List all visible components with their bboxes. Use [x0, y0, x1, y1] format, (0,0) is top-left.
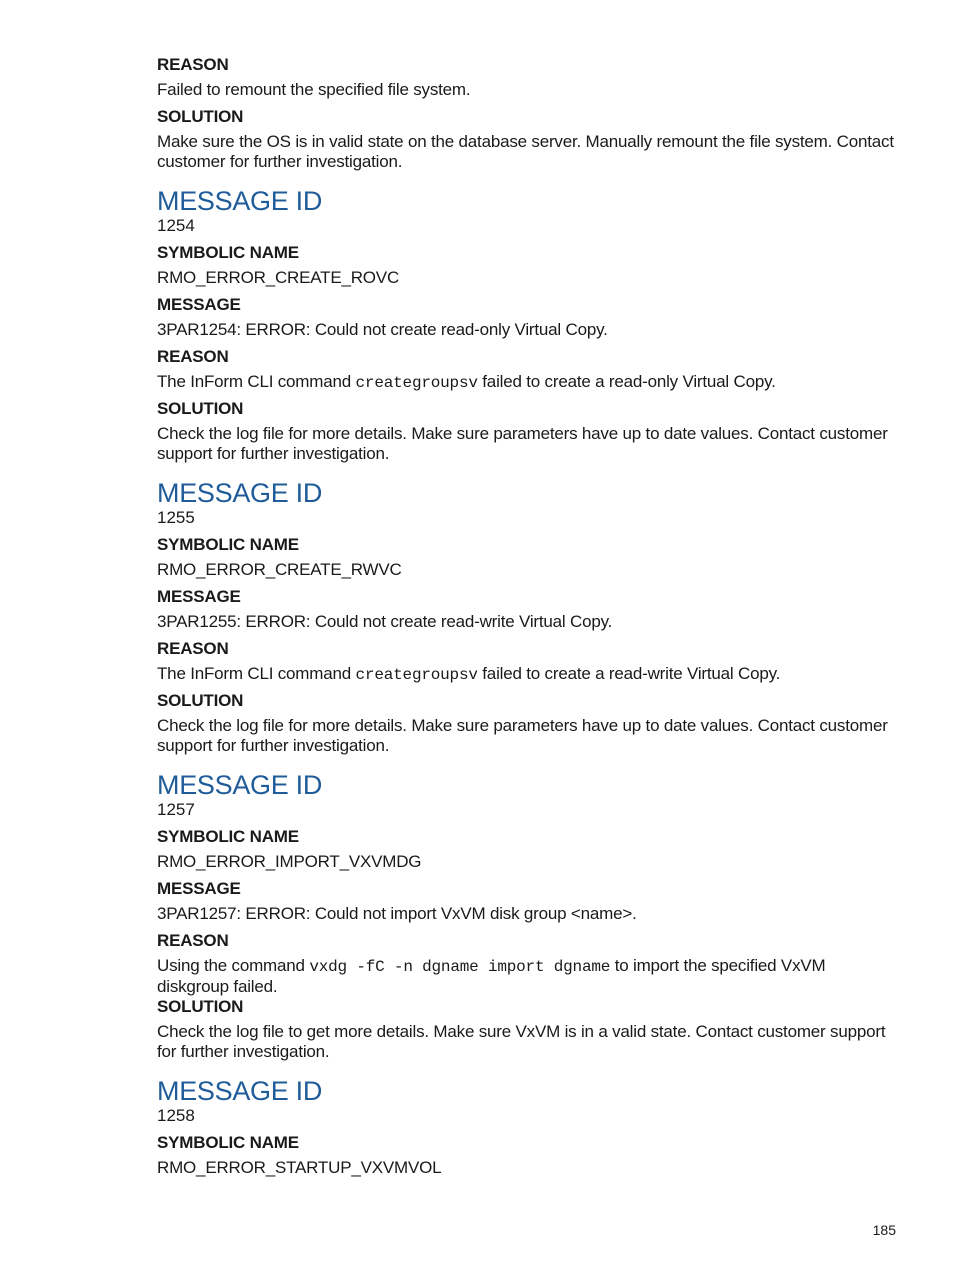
message-text: 3PAR1257: ERROR: Could not import VxVM disk group <name>.	[157, 904, 637, 923]
message-id-heading: MESSAGE ID	[157, 1076, 323, 1106]
symbolic-name-label: SYMBOLIC NAME	[157, 827, 299, 846]
symbolic-name-label: SYMBOLIC NAME	[157, 1133, 299, 1152]
reason-text-pre: The InForm CLI command	[157, 664, 356, 683]
message-label: MESSAGE	[157, 587, 241, 606]
symbolic-name-value: RMO_ERROR_STARTUP_VXVMVOL	[157, 1158, 442, 1177]
symbolic-name-label: SYMBOLIC NAME	[157, 535, 299, 554]
solution-text: Make sure the OS is in valid state on the database server. Manually remount the file system. Contact customer for further investigation.	[157, 132, 894, 171]
reason-label: REASON	[157, 639, 229, 658]
reason-label: REASON	[157, 55, 229, 74]
reason-text-post: to import the specified VxVM diskgroup failed.	[157, 956, 826, 996]
solution-text: Check the log file to get more details. Make sure VxVM is in a valid state. Contact customer support for further investigation.	[157, 1022, 886, 1061]
symbolic-name-value: RMO_ERROR_CREATE_RWVC	[157, 560, 402, 579]
solution-text: Check the log file for more details. Make sure parameters have up to date values. Contact customer support for further investigation.	[157, 716, 888, 755]
message-id-heading: MESSAGE ID	[157, 478, 323, 508]
message-label: MESSAGE	[157, 295, 241, 314]
message-id-heading: MESSAGE ID	[157, 186, 323, 216]
solution-label: SOLUTION	[157, 107, 244, 126]
symbolic-name-label: SYMBOLIC NAME	[157, 243, 299, 262]
message-id-value: 1257	[157, 800, 195, 819]
reason-text-pre: The InForm CLI command	[157, 372, 356, 391]
message-id-value: 1255	[157, 508, 195, 527]
document-body	[157, 54, 899, 1184]
page-number: 185	[872, 1222, 896, 1238]
symbolic-name-value: RMO_ERROR_IMPORT_VXVMDG	[157, 852, 422, 871]
reason-text	[157, 664, 899, 690]
message-text: 3PAR1255: ERROR: Could not create read-write Virtual Copy.	[157, 612, 613, 631]
reason-text	[157, 956, 899, 996]
message-label: MESSAGE	[157, 879, 241, 898]
reason-text-pre: Using the command	[157, 956, 310, 975]
solution-text: Check the log file for more details. Make sure parameters have up to date values. Contact customer support for further investigation.	[157, 424, 888, 463]
message-text: 3PAR1254: ERROR: Could not create read-only Virtual Copy.	[157, 320, 608, 339]
reason-text-post: failed to create a read-only Virtual Copy.	[477, 372, 776, 391]
reason-code: vxdg -fC -n dgname import dgname	[309, 958, 611, 976]
reason-code: creategroupsv	[355, 374, 478, 392]
solution-label: SOLUTION	[157, 691, 244, 710]
message-id-value: 1258	[157, 1106, 195, 1125]
message-id-value: 1254	[157, 216, 195, 235]
reason-text-post: failed to create a read-write Virtual Copy.	[477, 664, 781, 683]
reason-code: creategroupsv	[355, 666, 478, 684]
reason-label: REASON	[157, 347, 229, 366]
symbolic-name-value: RMO_ERROR_CREATE_ROVC	[157, 268, 400, 287]
reason-label: REASON	[157, 931, 229, 950]
solution-label: SOLUTION	[157, 399, 244, 418]
reason-text	[157, 372, 899, 398]
solution-label: SOLUTION	[157, 997, 244, 1016]
message-id-heading: MESSAGE ID	[157, 770, 323, 800]
reason-text: Failed to remount the specified file system.	[157, 80, 471, 99]
